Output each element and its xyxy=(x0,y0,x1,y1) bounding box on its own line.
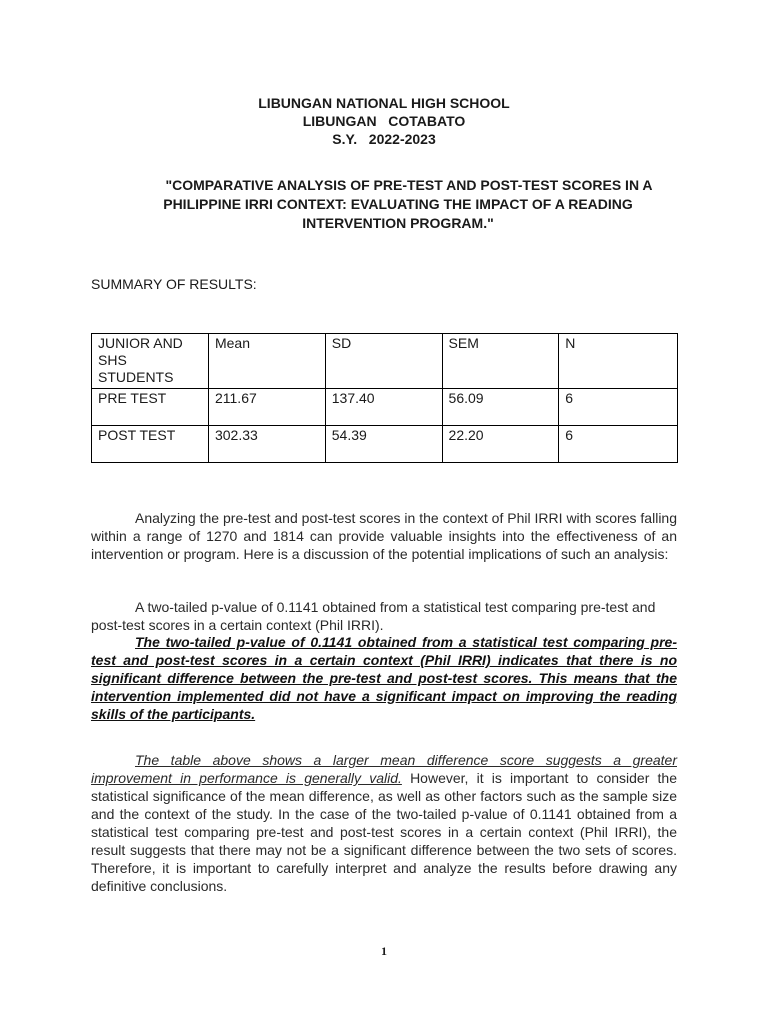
table-cell: 6 xyxy=(559,389,678,426)
table-header-cell: N xyxy=(559,334,678,389)
table-cell: POST TEST xyxy=(92,426,209,463)
paragraph-discussion xyxy=(91,751,677,895)
table-cell: 54.39 xyxy=(325,426,442,463)
table-header-row xyxy=(92,334,678,389)
table-header-cell: SEM xyxy=(442,334,559,389)
table-row xyxy=(92,389,678,426)
table-cell: PRE TEST xyxy=(92,389,209,426)
school-location: LIBUNGAN COTABATO xyxy=(302,113,466,129)
table-row xyxy=(92,426,678,463)
table-header-cell: SD xyxy=(325,334,442,389)
summary-heading: SUMMARY OF RESULTS: xyxy=(91,276,257,292)
paragraph-pvalue-text: A two-tailed p-value of 0.1141 obtained from a statistical test comparing pre-test and post-test scores in a certain context (Phil IRRI). xyxy=(91,599,656,633)
title-text: "COMPARATIVE ANALYSIS OF PRE-TEST AND POST-TEST SCORES IN A PHILIPPINE IRRI CONTEXT: EVALUATING THE IMPACT OF A READING INTERVENTION PROGRAM." xyxy=(163,177,653,231)
paragraph-discussion-underlined: The table above shows a larger mean difference score suggests a greater improvement in performance is generally valid. xyxy=(91,752,677,786)
table-header-cell: Mean xyxy=(208,334,325,389)
table-cell: 302.33 xyxy=(208,426,325,463)
paragraph-intro-text: Analyzing the pre-test and post-test scores in the context of Phil IRRI with scores falling within a range of 1270 and 1814 can provide valuable insights into the effectiveness of an intervention or program. Here is a discussion of the potential implications of such an analysis: xyxy=(91,510,677,562)
table-cell: 22.20 xyxy=(442,426,559,463)
paragraph-conclusion-emphasis xyxy=(91,633,677,723)
table-cell: 6 xyxy=(559,426,678,463)
paragraph-discussion-text: However, it is important to consider the statistical significance of the mean difference, as well as other factors such as the sample size and the context of the study. In the case of the two-tailed p-value of 0.1141 obtained from a statistical test comparing pre-test and post-test scores in a certain context (Phil IRRI), the result suggests that there may not be a significant difference between the two sets of scores. Therefore, it is important to carefully interpret and analyze the results before drawing any definitive conclusions. xyxy=(91,770,677,894)
table-header-cell: JUNIOR AND SHS STUDENTS xyxy=(92,334,209,389)
document-title xyxy=(118,176,678,233)
results-table xyxy=(91,333,678,463)
table-cell: 211.67 xyxy=(208,389,325,426)
school-year: S.Y. 2022-2023 xyxy=(332,131,436,147)
page-number: 1 xyxy=(381,944,387,958)
paragraph-conclusion-text: The two-tailed p-value of 0.1141 obtained from a statistical test comparing pre-test and post-test scores in a certain context (Phil IRRI) indicates that there is no significant difference between the pre-test and post-test scores. This means that the intervention implemented did not have a significant impact on improving the reading skills of the participants. xyxy=(91,634,677,722)
paragraph-pvalue xyxy=(91,598,677,634)
paragraph-intro xyxy=(91,509,677,563)
document-header xyxy=(0,94,768,148)
school-name: LIBUNGAN NATIONAL HIGH SCHOOL xyxy=(258,95,510,111)
table-cell: 56.09 xyxy=(442,389,559,426)
table-cell: 137.40 xyxy=(325,389,442,426)
